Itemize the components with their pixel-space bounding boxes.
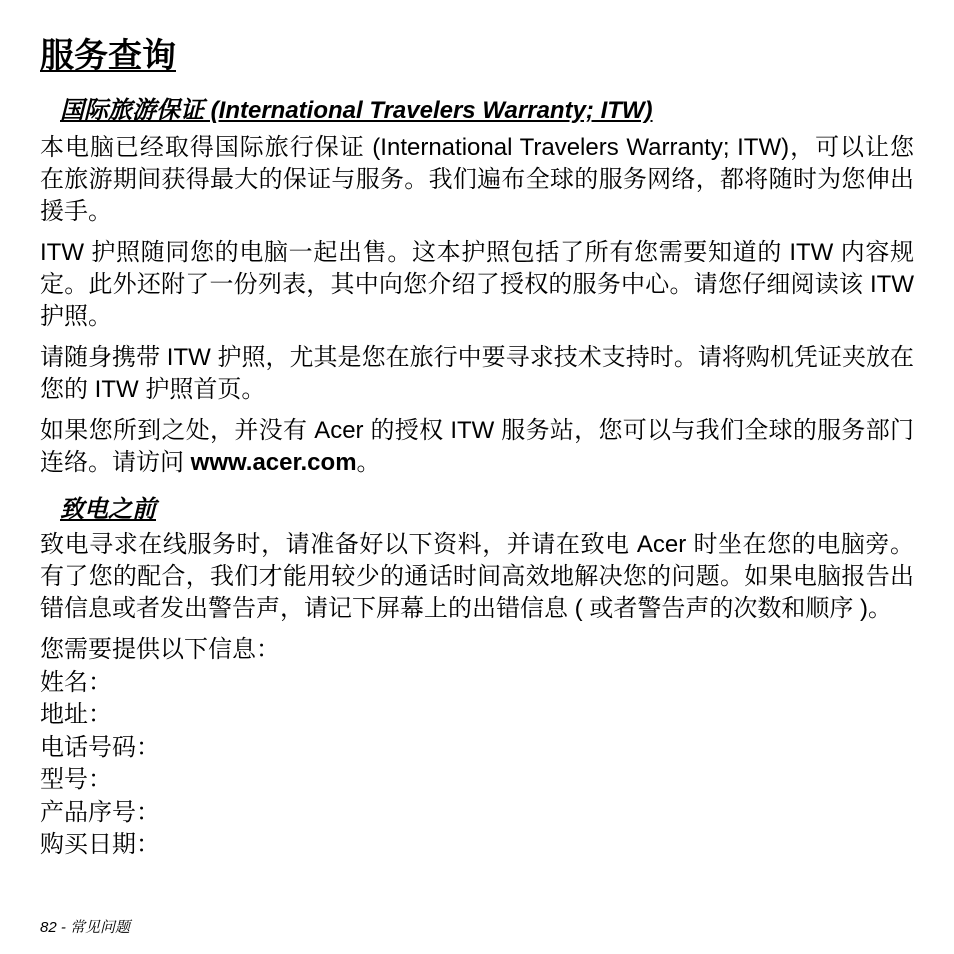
field-name-label: 姓名： — [40, 668, 112, 696]
itw-paragraph-4-end: 。 — [356, 449, 381, 476]
itw-paragraph-3: 请随身携带 ITW 护照，尤其是您在旅行中要寻求技术支持时。请将购机凭证夹放在您的 ITW 护照首页。 — [40, 344, 914, 403]
field-phone-label: 电话号码： — [40, 733, 160, 761]
itw-heading: 国际旅游保证 (International Travelers Warranty; ITW) — [60, 97, 653, 124]
acer-website-link[interactable]: www.acer.com — [190, 449, 357, 476]
page-footer: 82 - 常见问题 — [40, 919, 131, 936]
field-serial-label: 产品序号： — [40, 798, 160, 826]
itw-paragraph-4-text: 如果您所到之处，并没有 Acer 的授权 ITW 服务站，您可以与我们全球的服务部门连络。请访问 — [40, 417, 914, 476]
itw-paragraph-4 — [40, 415, 914, 479]
page-content — [40, 28, 914, 862]
before-call-paragraph: 致电寻求在线服务时，请准备好以下资料，并请在致电 Acer 时坐在您的电脑旁。有了您的配合，我们才能用较少的通话时间高效地解决您的问题。如果电脑报告出错信息或者发出警告声，请记下屏幕上的出错信息 ( 或者警告声的次数和顺序 )。 — [40, 531, 914, 622]
page-title: 服务查询 — [40, 37, 176, 75]
itw-paragraph-2: ITW 护照随同您的电脑一起出售。这本护照包括了所有您需要知道的 ITW 内容规定。此外还附了一份列表，其中向您介绍了授权的服务中心。请您仔细阅读该 ITW 护照。 — [40, 239, 914, 330]
required-info-list — [40, 634, 914, 862]
before-call-heading: 致电之前 — [60, 496, 156, 523]
field-address-label: 地址： — [40, 701, 112, 728]
field-model-label: 型号： — [40, 766, 112, 793]
itw-paragraph-1: 本电脑已经取得国际旅行保证 (International Travelers Warranty; ITW)，可以让您在旅游期间获得最大的保证与服务。我们遍布全球的服务网络，都将随时为您伸出援手。 — [40, 134, 914, 225]
required-info-intro: 您需要提供以下信息： — [40, 636, 280, 663]
field-purchase-date-label: 购买日期： — [40, 831, 160, 858]
